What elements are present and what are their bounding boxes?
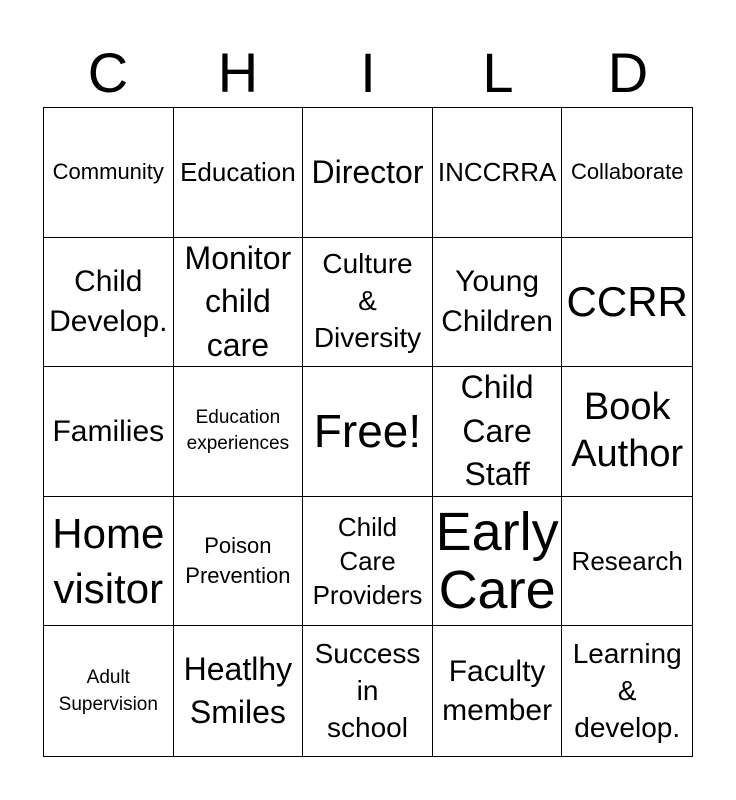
- cell-label: Adult Supervision: [58, 666, 158, 716]
- bingo-cell-r2-c5[interactable]: [562, 238, 692, 368]
- bingo-cell-r3-c3[interactable]: [303, 367, 433, 497]
- bingo-cell-r3-c2[interactable]: [174, 367, 304, 497]
- header-letter-d: D: [607, 41, 649, 104]
- cell-label: Community: [52, 158, 164, 184]
- cell-label: Heatlhy Smiles: [183, 650, 293, 731]
- bingo-header: [43, 38, 693, 108]
- bingo-cell-r1-c4[interactable]: [433, 108, 563, 238]
- header-letter-c: C: [87, 41, 129, 104]
- cell-label: Book Author: [571, 385, 684, 476]
- bingo-cell-r5-c3[interactable]: [303, 626, 433, 756]
- bingo-cell-r1-c2[interactable]: [174, 108, 304, 238]
- cell-label: Child Care Providers: [312, 511, 423, 611]
- cell-label: Research: [571, 545, 683, 576]
- cell-label: Learning & develop.: [572, 637, 682, 743]
- bingo-cell-r1-c1[interactable]: [44, 108, 174, 238]
- cell-label: Young Children: [441, 265, 553, 338]
- bingo-cell-r4-c3[interactable]: [303, 497, 433, 627]
- cell-label: Education experiences: [186, 406, 290, 455]
- bingo-cell-r4-c2[interactable]: [174, 497, 304, 627]
- bingo-cell-r4-c1[interactable]: [44, 497, 174, 627]
- cell-label: Families: [52, 414, 165, 448]
- bingo-cell-r5-c1[interactable]: [44, 626, 174, 756]
- bingo-cell-r4-c5[interactable]: [562, 497, 692, 627]
- cell-label: Collaborate: [570, 158, 684, 184]
- bingo-cell-r5-c5[interactable]: [562, 626, 692, 756]
- bingo-cell-r4-c4[interactable]: [433, 497, 563, 627]
- cell-label: Home visitor: [52, 509, 165, 613]
- header-letter-h: H: [217, 41, 259, 104]
- bingo-cell-r5-c2[interactable]: [174, 626, 304, 756]
- bingo-cell-r2-c1[interactable]: [44, 238, 174, 368]
- cell-label: Director: [311, 153, 424, 190]
- cell-label: Culture & Diversity: [313, 248, 422, 354]
- bingo-cell-r3-c1[interactable]: [44, 367, 174, 497]
- bingo-cell-r1-c5[interactable]: [562, 108, 692, 238]
- header-letter-l: L: [482, 41, 514, 104]
- bingo-cell-r3-c4[interactable]: [433, 367, 563, 497]
- cell-label: Early Care: [435, 501, 559, 621]
- cell-label: Child Develop.: [49, 265, 168, 338]
- cell-label: Success in school: [314, 637, 421, 743]
- cell-label: INCCRRA: [437, 156, 557, 187]
- bingo-cell-r2-c2[interactable]: [174, 238, 304, 368]
- cell-label: Monitor child care: [184, 239, 292, 363]
- cell-label: CCRR: [566, 278, 688, 326]
- cell-label: Poison Prevention: [185, 533, 291, 589]
- free-space-label: Free!: [313, 404, 422, 457]
- bingo-cell-r1-c3[interactable]: [303, 108, 433, 238]
- bingo-cell-r5-c4[interactable]: [433, 626, 563, 756]
- bingo-board: [43, 107, 693, 757]
- bingo-cell-r2-c3[interactable]: [303, 238, 433, 368]
- cell-label: Education: [180, 156, 296, 187]
- bingo-cell-r2-c4[interactable]: [433, 238, 563, 368]
- header-letter-i: I: [360, 41, 376, 104]
- cell-label: Faculty member: [442, 654, 553, 728]
- bingo-cell-r3-c5[interactable]: [562, 367, 692, 497]
- cell-label: Child Care Staff: [460, 369, 534, 493]
